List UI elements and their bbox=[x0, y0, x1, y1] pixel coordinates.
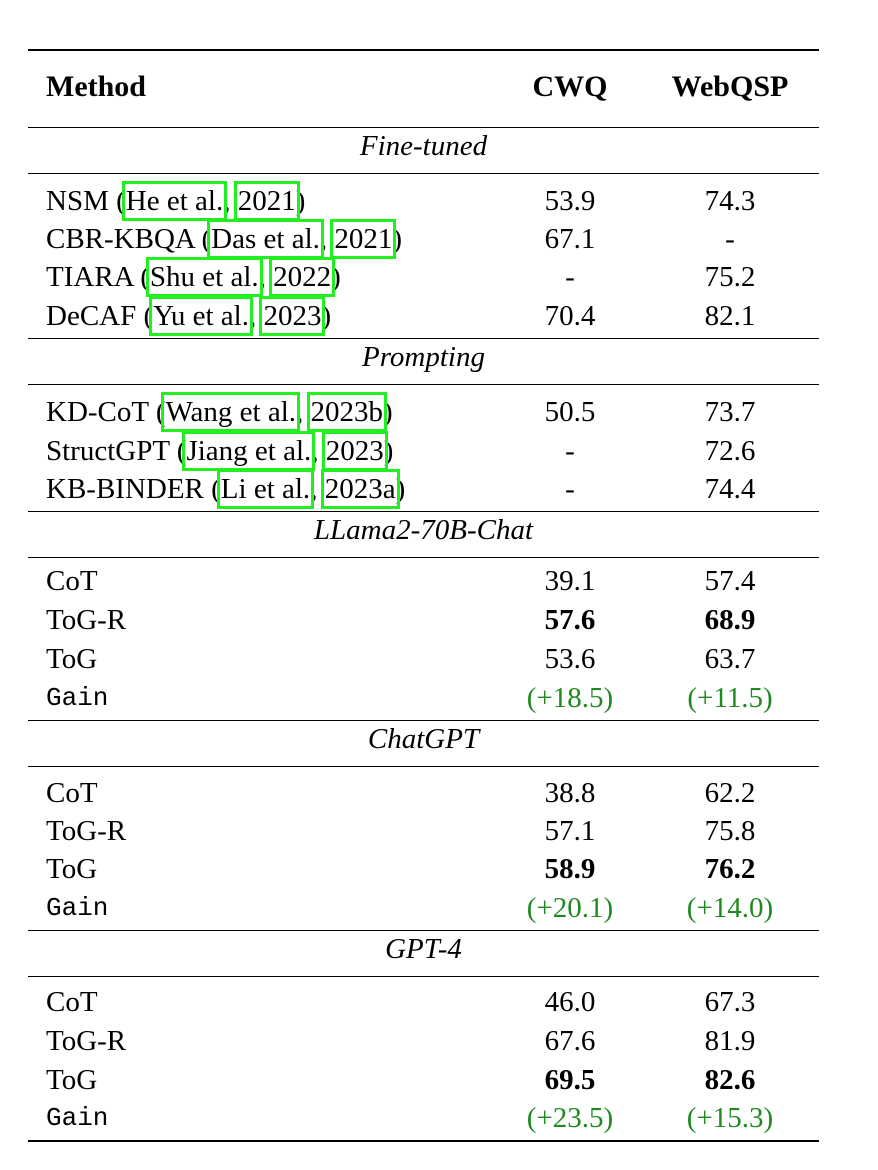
table-row bbox=[28, 470, 819, 508]
cwq-gain: (+23.5) bbox=[526, 1102, 614, 1134]
bottom-rule bbox=[28, 1140, 819, 1142]
section-rule bbox=[28, 384, 819, 385]
table-row bbox=[28, 1022, 819, 1060]
table-row bbox=[28, 220, 819, 258]
table-row bbox=[28, 562, 819, 600]
citation-year-link[interactable]: 2021 bbox=[334, 223, 393, 255]
section-rule bbox=[28, 173, 819, 174]
method-name: StructGPT (Jiang et al., 2023) bbox=[46, 435, 394, 467]
method-name: ToG bbox=[46, 643, 98, 675]
citation-year-link[interactable]: 2021 bbox=[237, 185, 296, 217]
webqsp-gain: (+15.3) bbox=[686, 1102, 774, 1134]
header-cwq: CWQ bbox=[532, 70, 608, 103]
webqsp-gain: (+14.0) bbox=[686, 892, 774, 924]
cwq-value: - bbox=[565, 261, 575, 293]
table-header bbox=[28, 68, 819, 106]
method-name: ToG bbox=[46, 1064, 98, 1096]
citation-author-link[interactable]: Shu et al. bbox=[149, 261, 259, 293]
webqsp-value: 74.3 bbox=[704, 185, 756, 217]
cwq-value: 67.1 bbox=[544, 223, 596, 255]
citation-author-link[interactable]: Li et al. bbox=[220, 473, 311, 505]
citation-author-link[interactable]: Das et al. bbox=[211, 223, 320, 255]
cwq-value: - bbox=[565, 473, 575, 505]
table-row bbox=[28, 850, 819, 888]
table-row bbox=[28, 258, 819, 296]
table-row bbox=[28, 774, 819, 812]
gain-label: Gain bbox=[46, 1103, 109, 1133]
method-name: CBR-KBQA (Das et al., 2021) bbox=[46, 223, 403, 255]
webqsp-value: 76.2 bbox=[704, 853, 756, 885]
table-row bbox=[28, 983, 819, 1021]
citation-year-link[interactable]: 2023a bbox=[324, 473, 396, 505]
webqsp-value: 82.1 bbox=[704, 300, 756, 332]
cwq-gain: (+20.1) bbox=[526, 892, 614, 924]
section-llama: LLama2-70B-Chat bbox=[313, 514, 534, 546]
table-row bbox=[28, 812, 819, 850]
webqsp-value: 82.6 bbox=[704, 1064, 756, 1096]
cwq-value: 58.9 bbox=[544, 853, 596, 885]
gain-label: Gain bbox=[46, 683, 109, 713]
section-rule bbox=[28, 557, 819, 558]
citation-author-link[interactable]: Jiang et al. bbox=[186, 435, 312, 467]
table-row bbox=[28, 182, 819, 220]
gain-row bbox=[28, 889, 819, 927]
method-name: NSM (He et al., 2021) bbox=[46, 185, 306, 217]
section-gpt4: GPT-4 bbox=[385, 933, 462, 965]
method-name: ToG-R bbox=[46, 1025, 127, 1057]
cwq-value: 50.5 bbox=[544, 396, 596, 428]
top-rule bbox=[28, 49, 819, 51]
gain-row bbox=[28, 679, 819, 717]
cwq-value: 57.6 bbox=[544, 604, 596, 636]
section-prompting: Prompting bbox=[362, 341, 485, 373]
webqsp-value: 57.4 bbox=[704, 565, 756, 597]
header-webqsp: WebQSP bbox=[671, 70, 789, 103]
method-name: ToG bbox=[46, 853, 98, 885]
method-name: DeCAF (Yu et al., 2023) bbox=[46, 300, 332, 332]
section-chatgpt: ChatGPT bbox=[367, 723, 480, 755]
cwq-gain: (+18.5) bbox=[526, 682, 614, 714]
method-name: ToG-R bbox=[46, 604, 127, 636]
webqsp-value: 62.2 bbox=[704, 777, 756, 809]
cwq-value: 53.9 bbox=[544, 185, 596, 217]
webqsp-value: - bbox=[725, 223, 735, 255]
cwq-value: 70.4 bbox=[544, 300, 596, 332]
cwq-value: 67.6 bbox=[544, 1025, 596, 1057]
section-finetuned: Fine-tuned bbox=[359, 130, 488, 162]
method-name: KB-BINDER (Li et al., 2023a) bbox=[46, 473, 406, 505]
cwq-value: 69.5 bbox=[544, 1064, 596, 1096]
table-row bbox=[28, 432, 819, 470]
table-row bbox=[28, 1061, 819, 1099]
webqsp-value: 63.7 bbox=[704, 643, 756, 675]
method-name: CoT bbox=[46, 986, 98, 1018]
citation-year-link[interactable]: 2023b bbox=[310, 396, 384, 428]
webqsp-value: 74.4 bbox=[704, 473, 756, 505]
webqsp-value: 75.8 bbox=[704, 815, 756, 847]
citation-year-link[interactable]: 2022 bbox=[273, 261, 332, 293]
method-name: KD-CoT (Wang et al., 2023b) bbox=[46, 396, 393, 428]
cwq-value: 53.6 bbox=[544, 643, 596, 675]
webqsp-value: 81.9 bbox=[704, 1025, 756, 1057]
webqsp-value: 67.3 bbox=[704, 986, 756, 1018]
section-rule bbox=[28, 976, 819, 977]
cwq-value: - bbox=[565, 435, 575, 467]
gain-label: Gain bbox=[46, 893, 109, 923]
cwq-value: 38.8 bbox=[544, 777, 596, 809]
citation-year-link[interactable]: 2023 bbox=[325, 435, 384, 467]
citation-year-link[interactable]: 2023 bbox=[263, 300, 322, 332]
method-name: TIARA (Shu et al., 2022) bbox=[46, 261, 341, 293]
method-name: CoT bbox=[46, 565, 98, 597]
method-name: ToG-R bbox=[46, 815, 127, 847]
citation-author-link[interactable]: Wang et al. bbox=[165, 396, 297, 428]
section-rule bbox=[28, 766, 819, 767]
header-method: Method bbox=[46, 70, 146, 103]
table-row bbox=[28, 601, 819, 639]
webqsp-value: 75.2 bbox=[704, 261, 756, 293]
gain-row bbox=[28, 1099, 819, 1137]
citation-author-link[interactable]: Yu et al. bbox=[153, 300, 249, 332]
citation-author-link[interactable]: He et al. bbox=[125, 185, 224, 217]
webqsp-value: 68.9 bbox=[704, 604, 756, 636]
webqsp-value: 72.6 bbox=[704, 435, 756, 467]
table-row bbox=[28, 297, 819, 335]
cwq-value: 46.0 bbox=[544, 986, 596, 1018]
webqsp-value: 73.7 bbox=[704, 396, 756, 428]
cwq-value: 57.1 bbox=[544, 815, 596, 847]
table-row bbox=[28, 393, 819, 431]
cwq-value: 39.1 bbox=[544, 565, 596, 597]
table-row bbox=[28, 640, 819, 678]
webqsp-gain: (+11.5) bbox=[687, 682, 773, 714]
method-name: CoT bbox=[46, 777, 98, 809]
